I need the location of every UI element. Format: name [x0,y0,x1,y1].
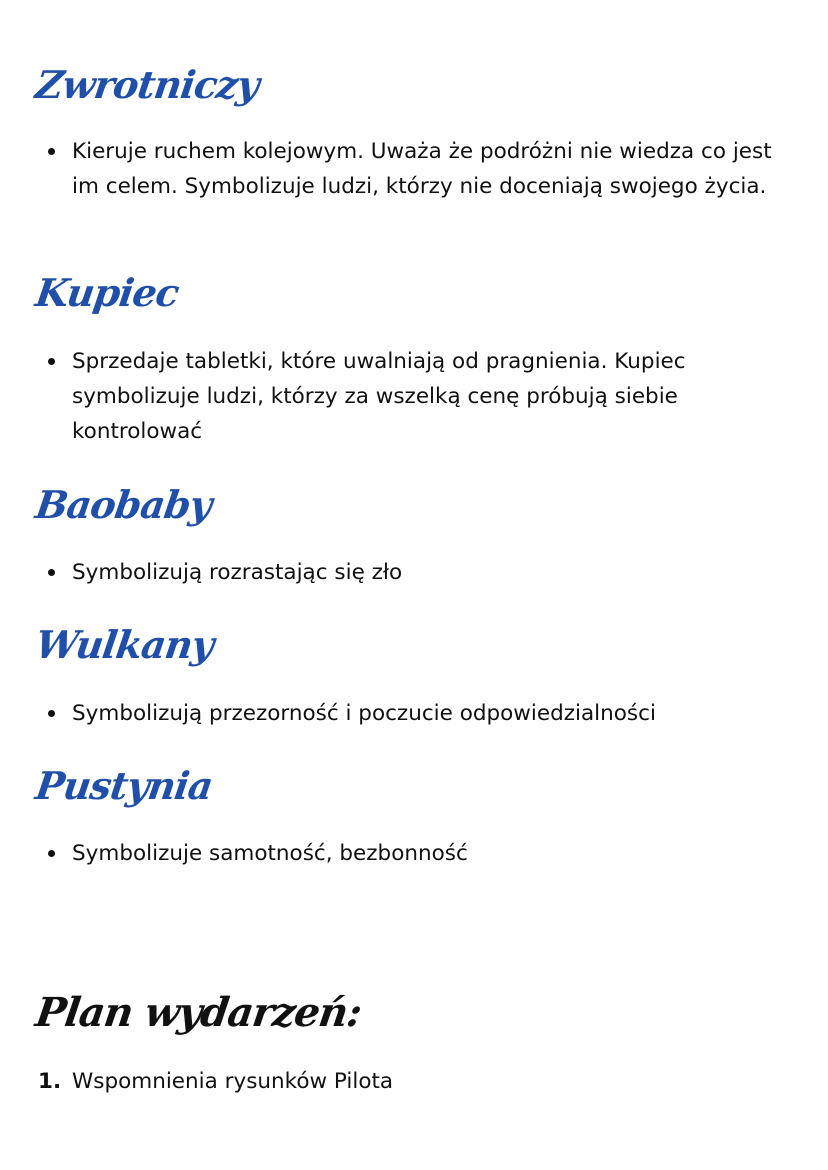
bullet-text: Sprzedaje tabletki, które uwalniają od pragnienia. Kupiec symbolizuje ludzi, którzy za wszelką cenę próbują siebie kontrolować [72,349,686,444]
bullet-dot [48,569,55,576]
section-heading-baobaby: Baobaby [32,482,215,527]
bullet-text: Symbolizuje samotność, bezbonność [72,841,468,866]
section-heading-wulkany: Wulkany [32,622,217,667]
section-heading-zwrotniczy: Zwrotniczy [32,62,262,107]
list-item [40,836,780,871]
bullet-text: Kieruje ruchem kolejowym. Uważa że podróżni nie wiedza co jest im celem. Symbolizuje ludzi, którzy nie doceniają swojego życia. [72,139,772,199]
bullet-list-kupiec [40,344,780,449]
bullet-list-pustynia [40,836,780,871]
bullet-list-baobaby [40,555,780,590]
section-heading-pustynia: Pustynia [32,763,216,808]
plan-item-text: Wspomnienia rysunków Pilota [71,1069,394,1094]
bullet-dot [48,358,55,365]
plan-item-number: 1. [38,1069,62,1094]
bullet-text: Symbolizują przezorność i poczucie odpowiedzialności [72,701,656,726]
plan-heading: Plan wydarzeń: [32,989,365,1036]
bullet-list-wulkany [40,696,780,731]
bullet-list-zwrotniczy [40,134,780,204]
list-item [40,555,780,590]
plan-item [38,1064,393,1099]
bullet-dot [48,710,55,717]
list-item [40,696,780,731]
list-item [40,344,780,449]
bullet-dot [48,148,55,155]
section-heading-kupiec: Kupiec [32,270,182,315]
bullet-text: Symbolizują rozrastając się zło [72,560,403,585]
bullet-dot [48,850,55,857]
list-item [40,134,780,204]
